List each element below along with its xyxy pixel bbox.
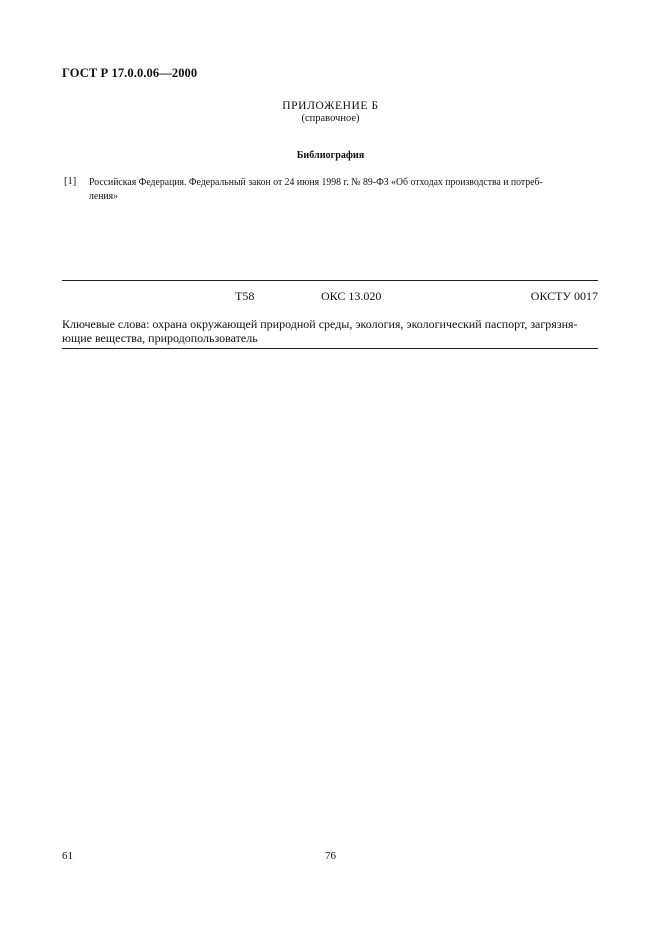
oks-code: ОКС 13.020 [321,289,382,303]
page-number: 76 [325,850,336,862]
classification-codes [62,289,598,305]
bottom-divider [62,348,598,349]
t-code: Т58 [235,289,255,303]
reference-number: [1] [64,176,77,187]
reference-text [89,176,573,204]
reference-text-line-1: Российская Федерация. Федеральный закон от 24 июня 1998 г. № 89-ФЗ «Об отходах производства и потреб- [89,177,543,188]
appendix-title: ПРИЛОЖЕНИЕ Б [282,100,379,112]
okstu-code: ОКСТУ 0017 [530,289,598,303]
keywords-line-2: ющие вещества, природопользователь [62,331,258,345]
top-divider [62,280,598,281]
standard-code: ГОСТ Р 17.0.0.06—2000 [62,66,198,80]
keywords [62,317,602,345]
bibliography-heading: Библиография [296,149,365,161]
keywords-line-1: Ключевые слова: охрана окружающей природной среды, экология, экологический паспорт, загрязня- [62,317,578,331]
appendix-subtitle: (справочное) [301,113,360,124]
footer-left-number: 61 [62,850,73,862]
reference-text-line-2: ления» [89,191,119,202]
